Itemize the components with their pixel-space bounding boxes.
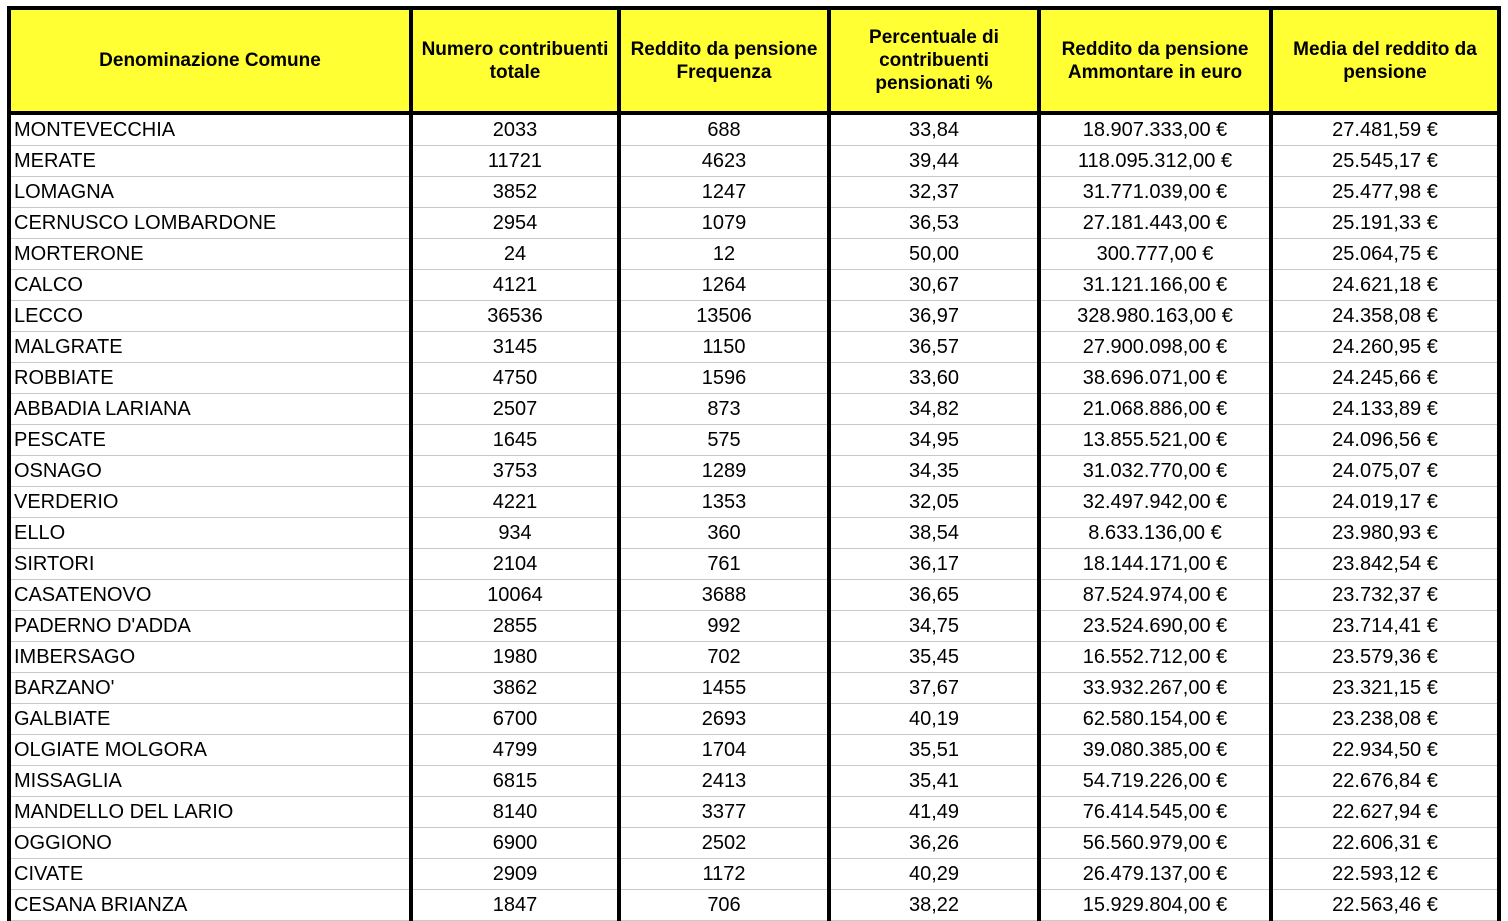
header-row [9, 8, 1499, 113]
cell-ammontare[interactable]: 39.080.385,00 € [1039, 735, 1271, 766]
cell-contribuenti[interactable]: 6700 [411, 704, 619, 735]
table-row [9, 549, 1499, 580]
cell-ammontare[interactable]: 56.560.979,00 € [1039, 828, 1271, 859]
table-row [9, 828, 1499, 859]
table-row [9, 580, 1499, 611]
table-row [9, 518, 1499, 549]
cell-ammontare[interactable]: 18.907.333,00 € [1039, 113, 1271, 146]
cell-frequenza[interactable]: 992 [619, 611, 829, 642]
column-header-percentuale[interactable]: Percentuale di contribuenti pensionati % [829, 8, 1039, 113]
table-row [9, 704, 1499, 735]
cell-comune[interactable]: IMBERSAGO [9, 642, 411, 673]
table-row [9, 611, 1499, 642]
cell-comune[interactable]: CALCO [9, 270, 411, 301]
table-row [9, 394, 1499, 425]
cell-media[interactable]: 24.096,56 € [1271, 425, 1499, 456]
cell-media[interactable]: 25.545,17 € [1271, 146, 1499, 177]
cell-comune[interactable]: GALBIATE [9, 704, 411, 735]
cell-contribuenti[interactable]: 2855 [411, 611, 619, 642]
cell-comune[interactable]: SIRTORI [9, 549, 411, 580]
column-header-media[interactable]: Media del reddito da pensione [1271, 8, 1499, 113]
table-row [9, 113, 1499, 146]
cell-frequenza[interactable]: 1353 [619, 487, 829, 518]
table-row [9, 208, 1499, 239]
cell-frequenza[interactable]: 1247 [619, 177, 829, 208]
cell-ammontare[interactable]: 328.980.163,00 € [1039, 301, 1271, 332]
cell-comune[interactable]: CIVATE [9, 859, 411, 890]
cell-comune[interactable]: BARZANO' [9, 673, 411, 704]
cell-ammontare[interactable]: 76.414.545,00 € [1039, 797, 1271, 828]
cell-contribuenti[interactable]: 36536 [411, 301, 619, 332]
cell-media[interactable]: 24.133,89 € [1271, 394, 1499, 425]
cell-frequenza[interactable]: 3688 [619, 580, 829, 611]
cell-ammontare[interactable]: 300.777,00 € [1039, 239, 1271, 270]
cell-contribuenti[interactable]: 3852 [411, 177, 619, 208]
cell-percentuale[interactable]: 41,49 [829, 797, 1039, 828]
cell-contribuenti[interactable]: 4799 [411, 735, 619, 766]
cell-percentuale[interactable]: 38,22 [829, 890, 1039, 921]
cell-ammontare[interactable]: 31.032.770,00 € [1039, 456, 1271, 487]
table-row [9, 797, 1499, 828]
cell-contribuenti[interactable]: 4750 [411, 363, 619, 394]
table-row [9, 177, 1499, 208]
cell-percentuale[interactable]: 34,95 [829, 425, 1039, 456]
cell-comune[interactable]: OLGIATE MOLGORA [9, 735, 411, 766]
cell-media[interactable]: 23.714,41 € [1271, 611, 1499, 642]
cell-frequenza[interactable]: 2693 [619, 704, 829, 735]
cell-ammontare[interactable]: 118.095.312,00 € [1039, 146, 1271, 177]
cell-ammontare[interactable]: 8.633.136,00 € [1039, 518, 1271, 549]
cell-contribuenti[interactable]: 2507 [411, 394, 619, 425]
cell-frequenza[interactable]: 1172 [619, 859, 829, 890]
cell-contribuenti[interactable]: 1847 [411, 890, 619, 921]
table-row [9, 456, 1499, 487]
cell-media[interactable]: 24.358,08 € [1271, 301, 1499, 332]
cell-contribuenti[interactable]: 8140 [411, 797, 619, 828]
cell-percentuale[interactable]: 36,57 [829, 332, 1039, 363]
cell-comune[interactable]: MERATE [9, 146, 411, 177]
cell-media[interactable]: 23.732,37 € [1271, 580, 1499, 611]
cell-percentuale[interactable]: 35,41 [829, 766, 1039, 797]
cell-comune[interactable]: ABBADIA LARIANA [9, 394, 411, 425]
table-row [9, 735, 1499, 766]
cell-media[interactable]: 22.593,12 € [1271, 859, 1499, 890]
cell-ammontare[interactable]: 21.068.886,00 € [1039, 394, 1271, 425]
cell-percentuale[interactable]: 36,53 [829, 208, 1039, 239]
cell-contribuenti[interactable]: 4121 [411, 270, 619, 301]
cell-media[interactable]: 23.980,93 € [1271, 518, 1499, 549]
cell-comune[interactable]: MISSAGLIA [9, 766, 411, 797]
cell-media[interactable]: 24.245,66 € [1271, 363, 1499, 394]
cell-contribuenti[interactable]: 3862 [411, 673, 619, 704]
cell-media[interactable]: 23.238,08 € [1271, 704, 1499, 735]
table-row [9, 859, 1499, 890]
cell-comune[interactable]: OSNAGO [9, 456, 411, 487]
cell-comune[interactable]: ROBBIATE [9, 363, 411, 394]
cell-frequenza[interactable]: 13506 [619, 301, 829, 332]
cell-frequenza[interactable]: 1289 [619, 456, 829, 487]
cell-comune[interactable]: VERDERIO [9, 487, 411, 518]
cell-ammontare[interactable]: 33.932.267,00 € [1039, 673, 1271, 704]
cell-frequenza[interactable]: 1079 [619, 208, 829, 239]
cell-media[interactable]: 25.477,98 € [1271, 177, 1499, 208]
cell-frequenza[interactable]: 3377 [619, 797, 829, 828]
cell-media[interactable]: 23.579,36 € [1271, 642, 1499, 673]
table-row [9, 146, 1499, 177]
cell-contribuenti[interactable]: 6815 [411, 766, 619, 797]
cell-frequenza[interactable]: 761 [619, 549, 829, 580]
cell-media[interactable]: 23.321,15 € [1271, 673, 1499, 704]
cell-media[interactable]: 24.075,07 € [1271, 456, 1499, 487]
cell-contribuenti[interactable]: 2033 [411, 113, 619, 146]
cell-media[interactable]: 25.191,33 € [1271, 208, 1499, 239]
cell-percentuale[interactable]: 36,17 [829, 549, 1039, 580]
cell-media[interactable]: 27.481,59 € [1271, 113, 1499, 146]
cell-comune[interactable]: CESANA BRIANZA [9, 890, 411, 921]
cell-percentuale[interactable]: 33,60 [829, 363, 1039, 394]
cell-contribuenti[interactable]: 1980 [411, 642, 619, 673]
cell-ammontare[interactable]: 62.580.154,00 € [1039, 704, 1271, 735]
cell-media[interactable]: 22.934,50 € [1271, 735, 1499, 766]
cell-comune[interactable]: ELLO [9, 518, 411, 549]
cell-frequenza[interactable]: 1455 [619, 673, 829, 704]
column-header-ammontare[interactable]: Reddito da pensione Ammontare in euro [1039, 8, 1271, 113]
table-row [9, 766, 1499, 797]
cell-contribuenti[interactable]: 3753 [411, 456, 619, 487]
cell-ammontare[interactable]: 31.771.039,00 € [1039, 177, 1271, 208]
cell-percentuale[interactable]: 35,51 [829, 735, 1039, 766]
cell-percentuale[interactable]: 39,44 [829, 146, 1039, 177]
cell-media[interactable]: 24.260,95 € [1271, 332, 1499, 363]
cell-ammontare[interactable]: 27.900.098,00 € [1039, 332, 1271, 363]
cell-frequenza[interactable]: 1150 [619, 332, 829, 363]
cell-percentuale[interactable]: 34,75 [829, 611, 1039, 642]
cell-frequenza[interactable]: 702 [619, 642, 829, 673]
cell-frequenza[interactable]: 360 [619, 518, 829, 549]
cell-frequenza[interactable]: 1264 [619, 270, 829, 301]
cell-ammontare[interactable]: 15.929.804,00 € [1039, 890, 1271, 921]
table-row [9, 301, 1499, 332]
cell-contribuenti[interactable]: 24 [411, 239, 619, 270]
cell-percentuale[interactable]: 32,05 [829, 487, 1039, 518]
table-row [9, 890, 1499, 921]
cell-percentuale[interactable]: 38,54 [829, 518, 1039, 549]
cell-ammontare[interactable]: 38.696.071,00 € [1039, 363, 1271, 394]
cell-media[interactable]: 22.627,94 € [1271, 797, 1499, 828]
cell-contribuenti[interactable]: 2104 [411, 549, 619, 580]
cell-media[interactable]: 25.064,75 € [1271, 239, 1499, 270]
cell-ammontare[interactable]: 32.497.942,00 € [1039, 487, 1271, 518]
cell-percentuale[interactable]: 34,82 [829, 394, 1039, 425]
column-header-frequenza[interactable]: Reddito da pensione Frequenza [619, 8, 829, 113]
cell-comune[interactable]: CASATENOVO [9, 580, 411, 611]
cell-percentuale[interactable]: 36,97 [829, 301, 1039, 332]
cell-contribuenti[interactable]: 4221 [411, 487, 619, 518]
cell-contribuenti[interactable]: 2909 [411, 859, 619, 890]
cell-frequenza[interactable]: 873 [619, 394, 829, 425]
cell-percentuale[interactable]: 36,65 [829, 580, 1039, 611]
cell-ammontare[interactable]: 87.524.974,00 € [1039, 580, 1271, 611]
cell-media[interactable]: 24.621,18 € [1271, 270, 1499, 301]
cell-ammontare[interactable]: 23.524.690,00 € [1039, 611, 1271, 642]
cell-ammontare[interactable]: 27.181.443,00 € [1039, 208, 1271, 239]
cell-contribuenti[interactable]: 2954 [411, 208, 619, 239]
cell-media[interactable]: 23.842,54 € [1271, 549, 1499, 580]
column-header-contribuenti[interactable]: Numero contribuenti totale [411, 8, 619, 113]
table-row [9, 270, 1499, 301]
cell-ammontare[interactable]: 54.719.226,00 € [1039, 766, 1271, 797]
table-row [9, 425, 1499, 456]
cell-comune[interactable]: CERNUSCO LOMBARDONE [9, 208, 411, 239]
cell-ammontare[interactable]: 31.121.166,00 € [1039, 270, 1271, 301]
cell-frequenza[interactable]: 575 [619, 425, 829, 456]
table-row [9, 239, 1499, 270]
cell-comune[interactable]: MORTERONE [9, 239, 411, 270]
cell-comune[interactable]: OGGIONO [9, 828, 411, 859]
cell-ammontare[interactable]: 16.552.712,00 € [1039, 642, 1271, 673]
cell-contribuenti[interactable]: 1645 [411, 425, 619, 456]
cell-percentuale[interactable]: 32,37 [829, 177, 1039, 208]
cell-comune[interactable]: PADERNO D'ADDA [9, 611, 411, 642]
cell-comune[interactable]: MANDELLO DEL LARIO [9, 797, 411, 828]
pension-income-table [7, 6, 1501, 921]
table-row [9, 673, 1499, 704]
cell-comune[interactable]: PESCATE [9, 425, 411, 456]
cell-contribuenti[interactable]: 6900 [411, 828, 619, 859]
cell-contribuenti[interactable]: 10064 [411, 580, 619, 611]
cell-media[interactable]: 22.676,84 € [1271, 766, 1499, 797]
table-row [9, 332, 1499, 363]
cell-media[interactable]: 22.606,31 € [1271, 828, 1499, 859]
cell-percentuale[interactable]: 30,67 [829, 270, 1039, 301]
cell-comune[interactable]: LECCO [9, 301, 411, 332]
cell-ammontare[interactable]: 18.144.171,00 € [1039, 549, 1271, 580]
column-header-comune[interactable]: Denominazione Comune [9, 8, 411, 113]
table-row [9, 363, 1499, 394]
cell-percentuale[interactable]: 33,84 [829, 113, 1039, 146]
cell-comune[interactable]: LOMAGNA [9, 177, 411, 208]
cell-frequenza[interactable]: 1596 [619, 363, 829, 394]
cell-frequenza[interactable]: 688 [619, 113, 829, 146]
cell-percentuale[interactable]: 36,26 [829, 828, 1039, 859]
cell-ammontare[interactable]: 26.479.137,00 € [1039, 859, 1271, 890]
cell-percentuale[interactable]: 34,35 [829, 456, 1039, 487]
cell-media[interactable]: 24.019,17 € [1271, 487, 1499, 518]
cell-frequenza[interactable]: 2502 [619, 828, 829, 859]
table-row [9, 487, 1499, 518]
cell-percentuale[interactable]: 35,45 [829, 642, 1039, 673]
cell-contribuenti[interactable]: 3145 [411, 332, 619, 363]
cell-percentuale[interactable]: 40,29 [829, 859, 1039, 890]
cell-ammontare[interactable]: 13.855.521,00 € [1039, 425, 1271, 456]
cell-percentuale[interactable]: 37,67 [829, 673, 1039, 704]
cell-contribuenti[interactable]: 934 [411, 518, 619, 549]
cell-percentuale[interactable]: 40,19 [829, 704, 1039, 735]
cell-frequenza[interactable]: 706 [619, 890, 829, 921]
cell-frequenza[interactable]: 2413 [619, 766, 829, 797]
cell-contribuenti[interactable]: 11721 [411, 146, 619, 177]
cell-frequenza[interactable]: 1704 [619, 735, 829, 766]
cell-frequenza[interactable]: 4623 [619, 146, 829, 177]
cell-frequenza[interactable]: 12 [619, 239, 829, 270]
table-row [9, 642, 1499, 673]
cell-comune[interactable]: MONTEVECCHIA [9, 113, 411, 146]
cell-comune[interactable]: MALGRATE [9, 332, 411, 363]
cell-percentuale[interactable]: 50,00 [829, 239, 1039, 270]
cell-media[interactable]: 22.563,46 € [1271, 890, 1499, 921]
